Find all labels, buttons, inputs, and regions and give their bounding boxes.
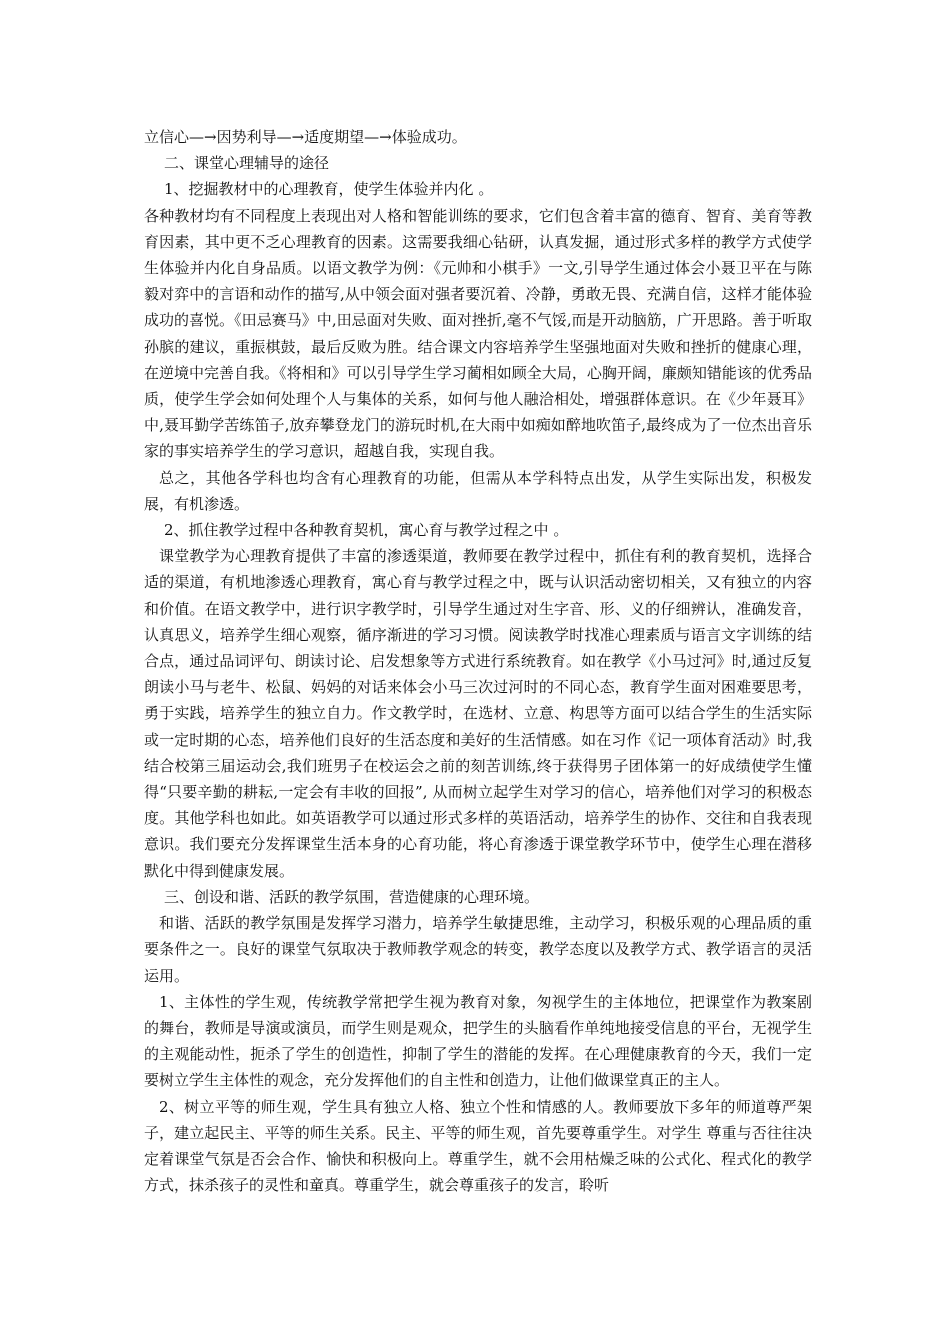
body-paragraph: 各种教材均有不同程度上表现出对人格和智能训练的要求，它们包含着丰富的德育、智育、美育等教育因素，其中更不乏心理教育的因素。这需要我细心钻研，认真发掘，通过形式多样的教学方式使学生体验并内化自身品质。以语文教学为例：《元帅和小棋手》一文,引导学生通过体会小聂卫平在与陈毅对弈中的言语和动作的描写,从中领会面对强者要沉着、冷静，勇敢无畏、充满自信，这样才能体验成功的喜悦。《田忌赛马》中,田忌面对失败、面对挫折,毫不气馁,而是开动脑筋，广开思路。善于听取孙膑的建议，重振棋鼓，最后反败为胜。结合课文内容培养学生坚强地面对失败和挫折的健康心理，在逆境中完善自我。《将相和》可以引导学生学习蔺相如顾全大局，心胸开阔，廉颇知错能该的优秀品质，使学生学会如何处理个人与集体的关系，如何与他人融洽相处，增强群体意识。在《少年聂耳》中,聂耳勤学苦练笛子,放弃攀登龙门的游玩时机,在大雨中如痴如醉地吹笛子,最终成为了一位杰出音乐家的事实培养学生的学习意识，超越自我，实现自我。 [144, 206, 812, 461]
subsection-heading: 2、抓住教学过程中各种教育契机，寓心育与教学过程之中 。 [164, 521, 569, 540]
document-body [144, 124, 812, 1198]
section-heading: 三、创设和谐、活跃的教学氛围，营造健康的心理环境。 [164, 887, 540, 906]
body-paragraph: 2、树立平等的师生观，学生具有独立人格、独立个性和情感的人。教师要放下多年的师道尊严架子，建立起民主、平等的师生关系。民主、平等的师生观，首先要尊重学生。对学生 尊重与否往往决定着课堂气氛是否会合作、愉快和积极向上。尊重学生，就不会用枯燥乏味的公式化、程式化的教学方式，抹杀孩子的灵性和童真。尊重学生，就会尊重孩子的发言，聆听 [144, 1097, 812, 1195]
section-heading: 二、课堂心理辅导的途径 [164, 154, 330, 173]
body-paragraph: 1、主体性的学生观，传统教学常把学生视为教育对象，匆视学生的主体地位，把课堂作为教案剧的舞台，教师是导演或演员，而学生则是观众，把学生的头脑看作单纯地接受信息的平台，无视学生的主观能动性，扼杀了学生的创造性，抑制了学生的潜能的发挥。在心理健康教育的今天，我们一定要树立学生主体性的观念，充分发挥他们的自主性和创造力，让他们做课堂真正的主人。 [144, 992, 812, 1090]
body-paragraph: 立信心—→因势利导—→适度期望—→体验成功。 [144, 128, 467, 146]
body-paragraph: 和谐、活跃的教学氛围是发挥学习潜力，培养学生敏捷思维，主动学习，积极乐观的心理品质的重要条件之一。良好的课堂气氛取决于教师教学观念的转变，教学态度以及教学方式、教学语言的灵活运用。 [144, 914, 812, 985]
subsection-heading: 1、挖掘教材中的心理教育，使学生体验并内化 。 [164, 180, 494, 199]
body-paragraph: 课堂教学为心理教育提供了丰富的渗透渠道，教师要在教学过程中，抓住有利的教育契机，选择合适的渠道，有机地渗透心理教育，寓心育与教学过程之中，既与认识活动密切相关，又有独立的内容和价值。在语文教学中，进行识字教学时，引导学生通过对生字音、形、义的仔细辨认，准确发音，认真思义，培养学生细心观察，循序渐进的学习习惯。阅读教学时找准心理素质与语言文字训练的结合点，通过品词评句、朗读讨论、启发想象等方式进行系统教育。如在教学《小马过河》时,通过反复朗读小马与老牛、松鼠、妈妈的对话来体会小马三次过河时的不同心态，教育学生面对困难要思考，勇于实践，培养学生的独立自力。作文教学时，在选材、立意、构思等方面可以结合学生的生活实际或一定时期的心态，培养他们良好的生活态度和美好的生活情感。如在习作《记一项体育活动》时,我结合校第三届运动会,我们班男子在校运会之前的刻苦训练,终于获得男子团体第一的好成绩使学生懂得“只要辛勤的耕耘,一定会有丰收的回报”, 从而树立起学生对学习的信心，培养他们对学习的积极态度。其他学科也如此。如英语教学可以通过形式多样的英语活动，培养学生的协作、交往和自我表现意识。我们要充分发挥课堂生活本身的心育功能，将心育渗透于课堂教学环节中，使学生心理在潜移默化中得到健康发展。 [144, 547, 812, 880]
body-paragraph: 总之，其他各学科也均含有心理教育的功能，但需从本学科特点出发，从学生实际出发，积极发展，有机渗透。 [144, 468, 812, 513]
